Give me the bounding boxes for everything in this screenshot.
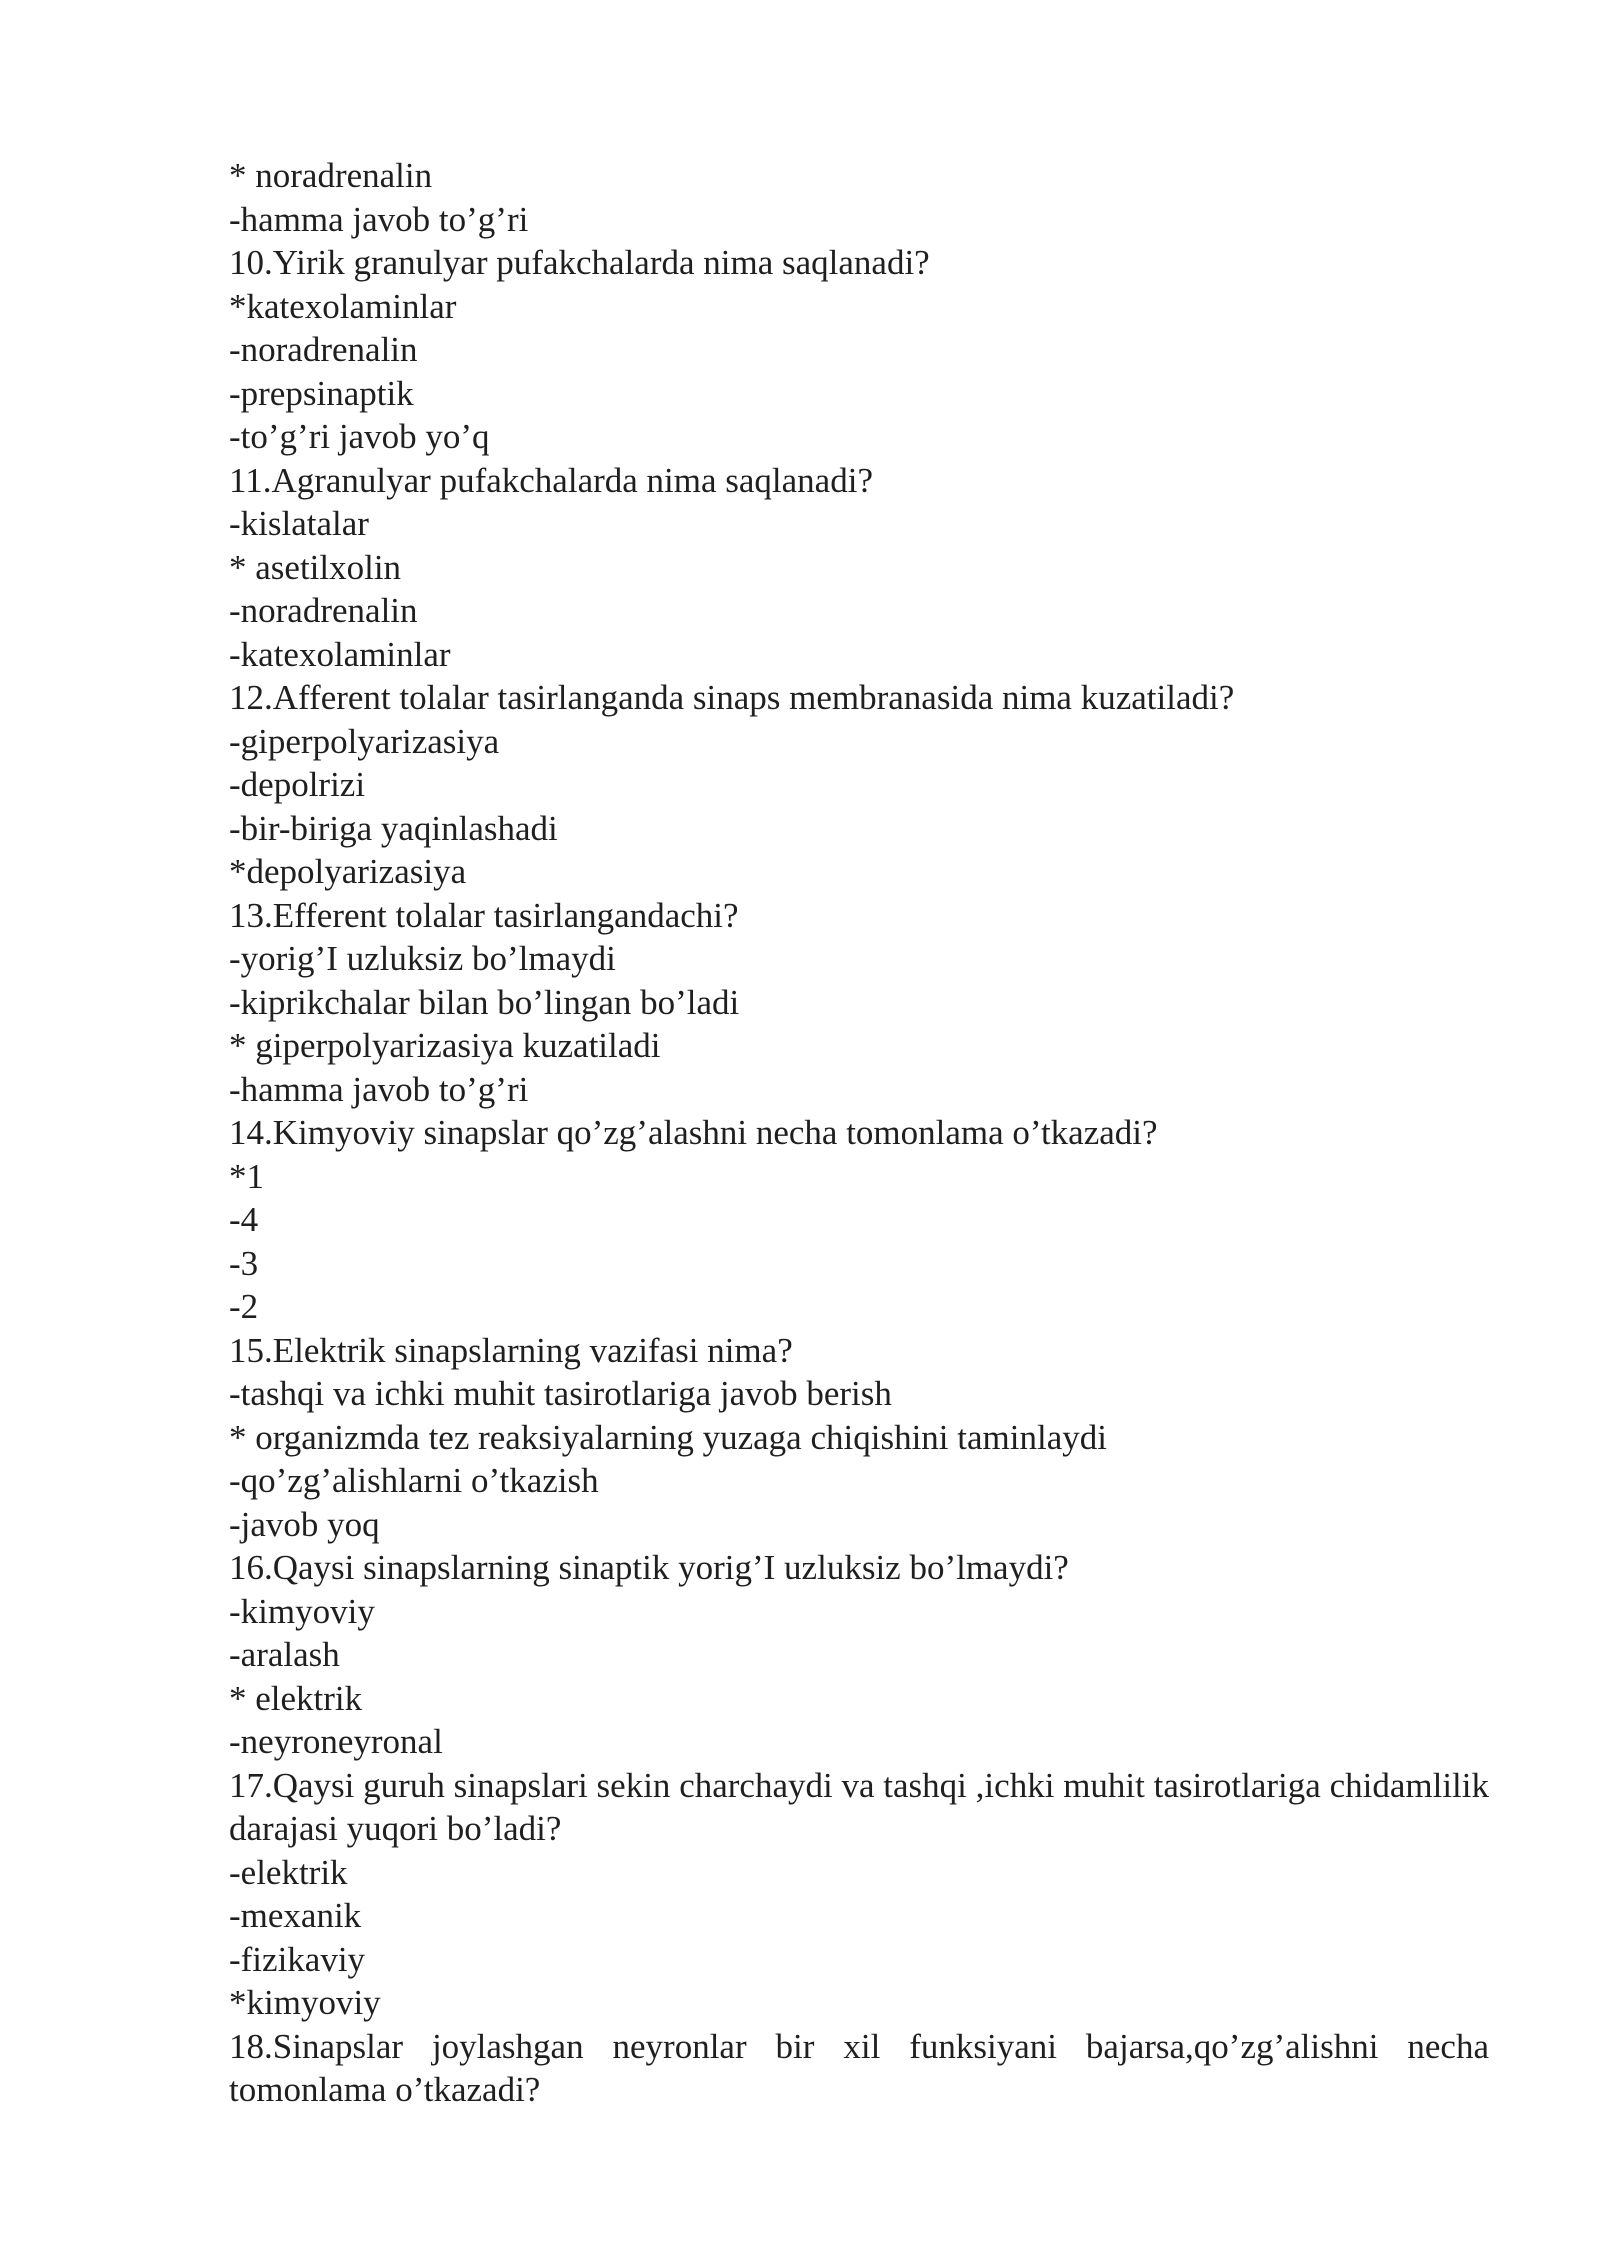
question-18: 18.Sinapslar joylashgan neyronlar bir xil funksiyani bajarsa,qo’zg’alishni necha tomonlama o’tkazadi? xyxy=(229,2026,1489,2109)
answer-option: -prepsinaptik xyxy=(229,373,414,413)
answer-option: -noradrenalin xyxy=(229,330,418,369)
answer-option: -tashqi va ichki muhit tasirotlariga javob berish xyxy=(229,1374,892,1413)
answer-option: -kimyoviy xyxy=(229,1591,375,1631)
answer-option: -elektrik xyxy=(229,1852,348,1892)
answer-option: -qo’zg’alishlarni o’tkazish xyxy=(229,1461,599,1500)
question-11: 11.Agranulyar pufakchalarda nima saqlanadi? xyxy=(229,460,873,500)
answer-option: * elektrik xyxy=(229,1678,363,1718)
answer-option: -to’g’ri javob yo’q xyxy=(229,417,490,456)
answer-option: -kiprikchalar bilan bo’lingan bo’ladi xyxy=(229,982,740,1022)
answer-option: -giperpolyarizasiya xyxy=(229,721,500,761)
question-12: 12.Afferent tolalar tasirlanganda sinaps membranasida nima kuzatiladi? xyxy=(229,678,1235,717)
answer-option: -depolrizi xyxy=(229,765,366,804)
question-10: 10.Yirik granulyar pufakchalarda nima saqlanadi? xyxy=(229,243,930,282)
answer-option: *1 xyxy=(229,1156,264,1196)
answer-option: -fizikaviy xyxy=(229,1939,366,1979)
answer-option: -yorig’I uzluksiz bo’lmaydi xyxy=(229,939,616,978)
answer-option: * organizmda tez reaksiyalarning yuzaga chiqishini taminlaydi xyxy=(229,1417,1107,1457)
answer-option: -javob yoq xyxy=(229,1504,380,1544)
question-14: 14.Kimyoviy sinapslar qo’zg’alashni necha tomonlama o’tkazadi? xyxy=(229,1113,1158,1152)
answer-option: -3 xyxy=(229,1243,259,1283)
answer-option: -aralash xyxy=(229,1635,340,1674)
answer-option: -hamma javob to’g’ri xyxy=(229,1069,529,1109)
answer-option: * noradrenalin xyxy=(229,156,433,195)
question-17: 17.Qaysi guruh sinapslari sekin charchaydi va tashqi ,ichki muhit tasirotlariga chidamlilik darajasi yuqori bo’ladi? xyxy=(229,1765,1489,1848)
answer-option: -kislatalar xyxy=(229,504,369,543)
question-16: 16.Qaysi sinapslarning sinaptik yorig’I uzluksiz bo’lmaydi? xyxy=(229,1548,1069,1587)
answer-option: -4 xyxy=(229,1200,259,1239)
answer-option: * asetilxolin xyxy=(229,547,402,587)
answer-option: -katexolaminlar xyxy=(229,634,451,674)
answer-option: -noradrenalin xyxy=(229,591,418,630)
answer-option: -hamma javob to’g’ri xyxy=(229,199,529,239)
document-body xyxy=(229,154,1489,2112)
answer-option: *katexolaminlar xyxy=(229,286,457,326)
answer-option: *depolyarizasiya xyxy=(229,852,467,891)
question-15: 15.Elektrik sinapslarning vazifasi nima? xyxy=(229,1330,793,1370)
answer-option: -2 xyxy=(229,1287,259,1326)
answer-option: -neyroneyronal xyxy=(229,1722,443,1761)
answer-option: -bir-biriga yaqinlashadi xyxy=(229,808,558,848)
answer-option: * giperpolyarizasiya kuzatiladi xyxy=(229,1026,661,1065)
answer-option: *kimyoviy xyxy=(229,1983,381,2022)
answer-option: -mexanik xyxy=(229,1896,362,1935)
question-13: 13.Efferent tolalar tasirlangandachi? xyxy=(229,895,739,935)
